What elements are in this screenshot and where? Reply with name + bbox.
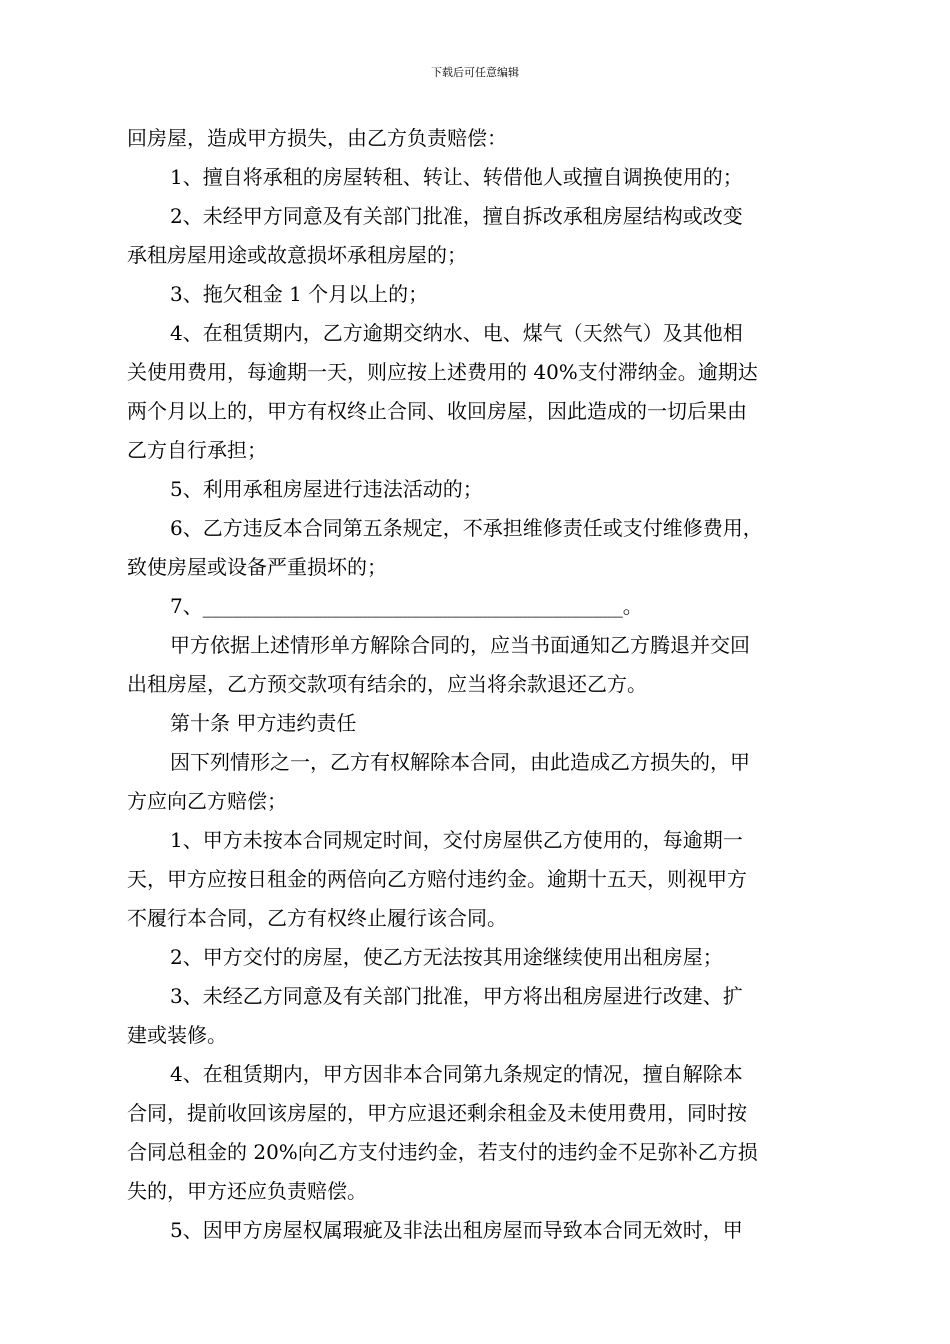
document-line: 回房屋，造成甲方损失，由乙方负责赔偿： xyxy=(127,126,507,150)
document-line: 承租房屋用途或故意损坏承租房屋的； xyxy=(127,243,467,267)
document-line: 5、利用承租房屋进行违法活动的； xyxy=(170,477,483,501)
document-body xyxy=(127,119,827,1250)
document-line: 1、甲方未按本合同规定时间，交付房屋供乙方使用的，每逾期一 xyxy=(170,828,743,852)
document-line: 出租房屋，乙方预交款项有结余的，应当将余款退还乙方。 xyxy=(127,672,647,696)
document-line: 1、擅自将承租的房屋转租、转让、转借他人或擅自调换使用的； xyxy=(170,165,743,189)
document-line: 第十条 甲方违约责任 xyxy=(170,711,357,735)
document-line: 4、在租赁期内，甲方因非本合同第九条规定的情况，擅自解除本 xyxy=(170,1062,743,1086)
document-line: 2、甲方交付的房屋，使乙方无法按其用途继续使用出租房屋； xyxy=(170,945,723,969)
document-line: 致使房屋或设备严重损坏的； xyxy=(127,555,387,579)
document-line: 关使用费用，每逾期一天，则应按上述费用的 40%支付滞纳金。逾期达 xyxy=(127,360,758,384)
document-line: 方应向乙方赔偿； xyxy=(127,789,287,813)
document-line: 甲方依据上述情形单方解除合同的，应当书面通知乙方腾退并交回 xyxy=(170,633,750,657)
document-line: 因下列情形之一，乙方有权解除本合同，由此造成乙方损失的，甲 xyxy=(170,750,750,774)
document-line: 7、__________________________________________。 xyxy=(170,594,643,618)
document-line: 天，甲方应按日租金的两倍向乙方赔付违约金。逾期十五天，则视甲方 xyxy=(127,867,747,891)
document-line: 5、因甲方房屋权属瑕疵及非法出租房屋而导致本合同无效时，甲 xyxy=(170,1218,743,1242)
document-line: 两个月以上的，甲方有权终止合同、收回房屋，因此造成的一切后果由 xyxy=(127,399,747,423)
document-line: 不履行本合同，乙方有权终止履行该合同。 xyxy=(127,906,507,930)
page-header: 下载后可任意编辑 xyxy=(431,66,519,79)
document-line: 合同，提前收回该房屋的，甲方应退还剩余租金及未使用费用，同时按 xyxy=(127,1101,747,1125)
document-line: 3、未经乙方同意及有关部门批准，甲方将出租房屋进行改建、扩 xyxy=(170,984,743,1008)
document-line: 4、在租赁期内，乙方逾期交纳水、电、煤气（天然气）及其他相 xyxy=(170,321,743,345)
document-line: 失的，甲方还应负责赔偿。 xyxy=(127,1179,367,1203)
document-line: 建或装修。 xyxy=(127,1023,227,1047)
document-line: 乙方自行承担； xyxy=(127,438,267,462)
document-line: 6、乙方违反本合同第五条规定，不承担维修责任或支付维修费用， xyxy=(170,516,763,540)
document-line: 2、未经甲方同意及有关部门批准，擅自拆改承租房屋结构或改变 xyxy=(170,204,743,228)
document-line: 3、拖欠租金 1 个月以上的； xyxy=(170,282,429,306)
document-line: 合同总租金的 20%向乙方支付违约金，若支付的违约金不足弥补乙方损 xyxy=(127,1140,758,1164)
